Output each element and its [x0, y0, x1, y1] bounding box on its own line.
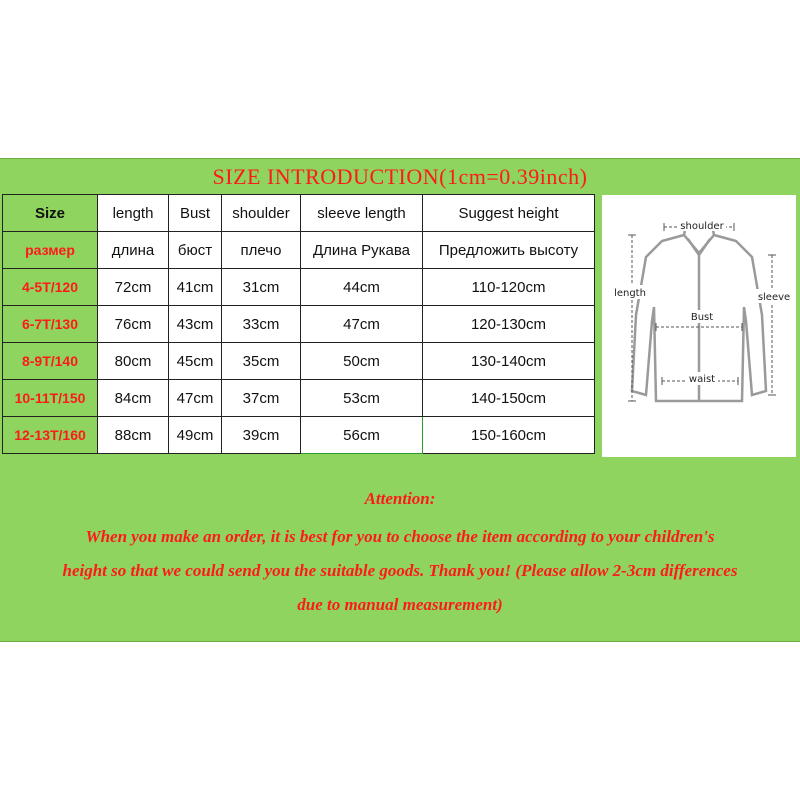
page-title: SIZE INTRODUCTION(1cm=0.39inch): [212, 164, 588, 189]
bust-cell: 47cm: [169, 380, 222, 417]
col-header-suggest-height-ru: Предложить высоту: [423, 232, 595, 269]
shirt-diagram-icon: [602, 195, 796, 457]
sleeve-cell: 44cm: [301, 269, 423, 306]
col-header-sleeve-length-ru: Длина Рукава: [301, 232, 423, 269]
height-cell: 130-140cm: [423, 343, 595, 380]
col-header-length: length: [98, 195, 169, 232]
sleeve-label: sleeve: [757, 292, 791, 303]
table-row: [3, 343, 595, 380]
sleeve-cell: 53cm: [301, 380, 423, 417]
sleeve-cell: 56cm: [301, 417, 423, 454]
waist-label: waist: [688, 374, 716, 385]
table-row: [3, 269, 595, 306]
notice-line-2: height so that we could send you the suitable goods. Thank you! (Please allow 2-3cm differences: [62, 561, 738, 580]
size-cell: 4-5T/120: [3, 269, 98, 306]
shoulder-cell: 31cm: [222, 269, 301, 306]
attention-notice: [14, 520, 786, 622]
notice-line-1: When you make an order, it is best for you to choose the item according to your children's: [85, 527, 715, 546]
col-header-shoulder: shoulder: [222, 195, 301, 232]
bust-cell: 45cm: [169, 343, 222, 380]
col-header-sleeve-length: sleeve length: [301, 195, 423, 232]
attention-heading: Attention:: [364, 489, 436, 508]
size-table: [2, 194, 595, 454]
length-cell: 84cm: [98, 380, 169, 417]
bust-cell: 41cm: [169, 269, 222, 306]
col-header-bust: Bust: [169, 195, 222, 232]
bust-cell: 49cm: [169, 417, 222, 454]
shoulder-cell: 33cm: [222, 306, 301, 343]
size-cell: 8-9T/140: [3, 343, 98, 380]
col-header-shoulder-ru: плечо: [222, 232, 301, 269]
col-header-suggest-height: Suggest height: [423, 195, 595, 232]
bust-cell: 43cm: [169, 306, 222, 343]
height-cell: 150-160cm: [423, 417, 595, 454]
shoulder-cell: 35cm: [222, 343, 301, 380]
length-cell: 76cm: [98, 306, 169, 343]
shoulder-cell: 39cm: [222, 417, 301, 454]
height-cell: 140-150cm: [423, 380, 595, 417]
col-header-length-ru: длина: [98, 232, 169, 269]
col-header-bust-ru: бюст: [169, 232, 222, 269]
bust-label: Bust: [690, 312, 714, 323]
length-cell: 88cm: [98, 417, 169, 454]
size-cell: 6-7T/130: [3, 306, 98, 343]
table-row: [3, 306, 595, 343]
table-row: [3, 417, 595, 454]
table-row: [3, 380, 595, 417]
sleeve-cell: 47cm: [301, 306, 423, 343]
size-cell: 12-13T/160: [3, 417, 98, 454]
notice-line-3: due to manual measurement): [297, 595, 503, 614]
length-cell: 80cm: [98, 343, 169, 380]
header-row-en: [3, 195, 595, 232]
length-cell: 72cm: [98, 269, 169, 306]
header-row-ru: [3, 232, 595, 269]
shoulder-cell: 37cm: [222, 380, 301, 417]
sleeve-cell: 50cm: [301, 343, 423, 380]
shoulder-label: shoulder: [680, 221, 724, 232]
height-cell: 120-130cm: [423, 306, 595, 343]
size-cell: 10-11T/150: [3, 380, 98, 417]
length-label: length: [614, 288, 646, 299]
measurement-diagram: [602, 195, 796, 457]
col-header-size-ru: размер: [3, 232, 98, 269]
col-header-size: Size: [3, 195, 98, 232]
height-cell: 110-120cm: [423, 269, 595, 306]
